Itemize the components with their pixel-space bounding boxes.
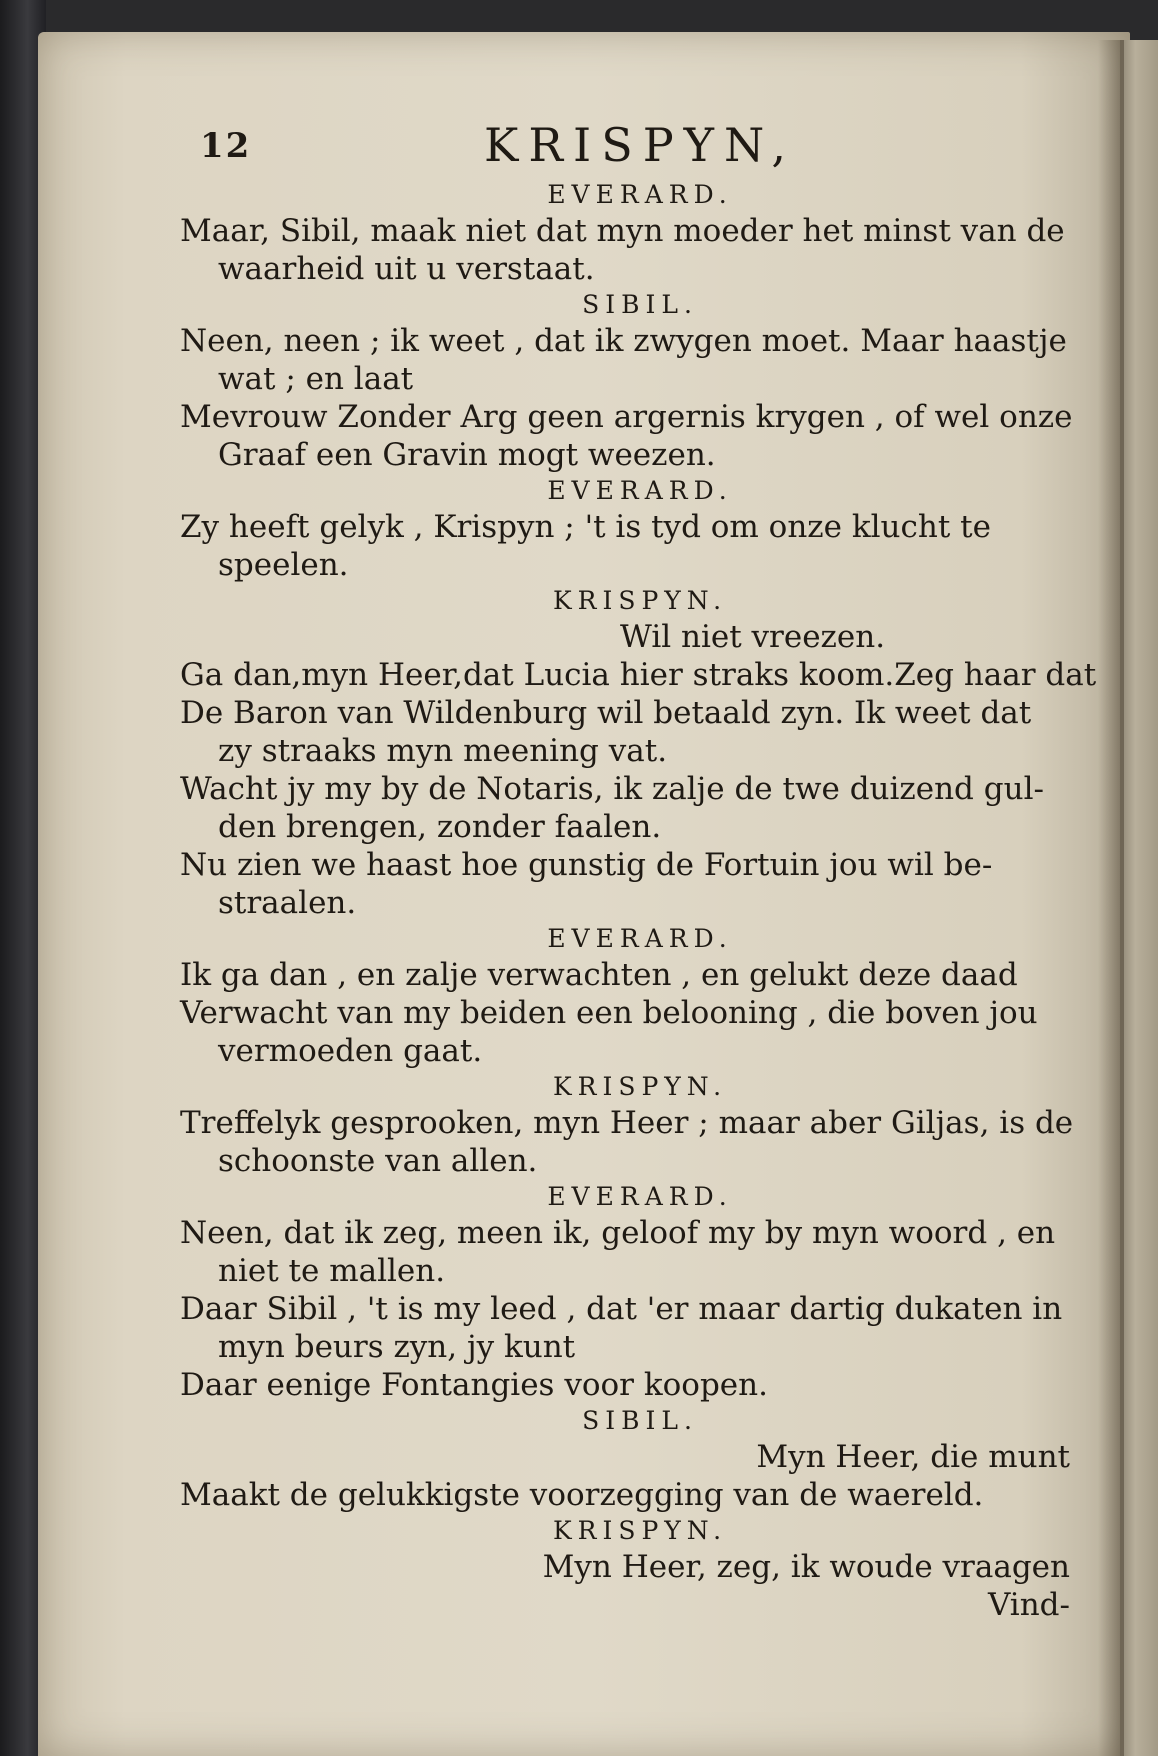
speech-line: Maakt de gelukkigste voorzegging van de waereld. [180,1477,984,1513]
speech-line: Neen, dat ik zeg, meen ik, geloof my by myn woord , en [180,1215,1056,1251]
speaker-name: SIBIL. [582,1406,698,1435]
speech-line: zy straaks myn meening vat. [218,733,668,769]
speech-line: Treffelyk gesprooken, myn Heer ; maar aber Giljas, is de [180,1105,1074,1141]
speech-line: Graaf een Gravin mogt weezen. [218,437,716,473]
speaker-name: EVERARD. [547,1182,733,1211]
speech-line: Mevrouw Zonder Arg geen argernis krygen , of wel onze [180,399,1073,435]
speech [180,1104,1100,1180]
speech-line: myn beurs zyn, jy kunt [218,1329,576,1365]
speech-line: Neen, neen ; ik weet , dat ik zwygen moet. Maar haastje [180,323,1067,359]
speech-line: Wacht jy my by de Notaris, ik zalje de twe duizend gul- [180,771,1044,807]
speech-line: Ik ga dan , en zalje verwachten , en gelukt deze daad [180,957,1018,993]
speech-line: De Baron van Wildenburg wil betaald zyn. Ik weet dat [180,695,1032,731]
speaker-name: EVERARD. [547,924,733,953]
speaker-name: KRISPYN. [552,1072,728,1101]
speech-line: Wil niet vreezen. [620,619,886,655]
speaker-name: EVERARD. [547,180,733,209]
speech-line: den brengen, zonder faalen. [218,809,662,845]
speech [180,1214,1100,1404]
speech-line: wat ; en laat [218,361,414,397]
page-header [180,118,1100,178]
speech [180,1548,1100,1586]
speech-line: schoonste van allen. [218,1143,538,1179]
speech-line: vermoeden gaat. [218,1033,483,1069]
facing-page-edge [1120,40,1158,1756]
dialogue [180,178,1100,1586]
speaker-name: SIBIL. [582,290,698,319]
page-number: 12 [200,126,252,166]
speech-line: Nu zien we haast hoe gunstig de Fortuin jou wil be- [180,847,993,883]
speech [180,1438,1100,1514]
speech-line: Myn Heer, die munt [756,1439,1070,1475]
speech-line: Verwacht van my beiden een belooning , die boven jou [180,995,1038,1031]
speech-line: Daar eenige Fontangies voor koopen. [180,1367,768,1403]
speech-line: Ga dan,myn Heer,dat Lucia hier straks koom.Zeg haar dat [180,657,1097,693]
page-text [180,118,1100,1624]
speech-line: straalen. [218,885,357,921]
gutter-shadow [1098,40,1124,1756]
speech-line: niet te mallen. [218,1253,446,1289]
speaker-name: KRISPYN. [552,586,728,615]
catchword: Vind- [987,1587,1070,1623]
speech-line: Zy heeft gelyk , Krispyn ; 't is tyd om onze klucht te [180,509,991,545]
running-head: KRISPYN, [484,118,796,172]
speech-line: Maar, Sibil, maak niet dat myn moeder het minst van de [180,213,1065,249]
speech-line: Myn Heer, zeg, ik woude vraagen [542,1549,1070,1585]
speech-line: waarheid uit u verstaat. [218,251,595,287]
speaker-name: EVERARD. [547,476,733,505]
speech [180,508,1100,584]
speech [180,212,1100,288]
speech [180,618,1100,922]
speech-line: Daar Sibil , 't is my leed , dat 'er maar dartig dukaten in [180,1291,1063,1327]
speaker-name: KRISPYN. [552,1516,728,1545]
speech-line: speelen. [218,547,349,583]
speech [180,322,1100,474]
speech [180,956,1100,1070]
